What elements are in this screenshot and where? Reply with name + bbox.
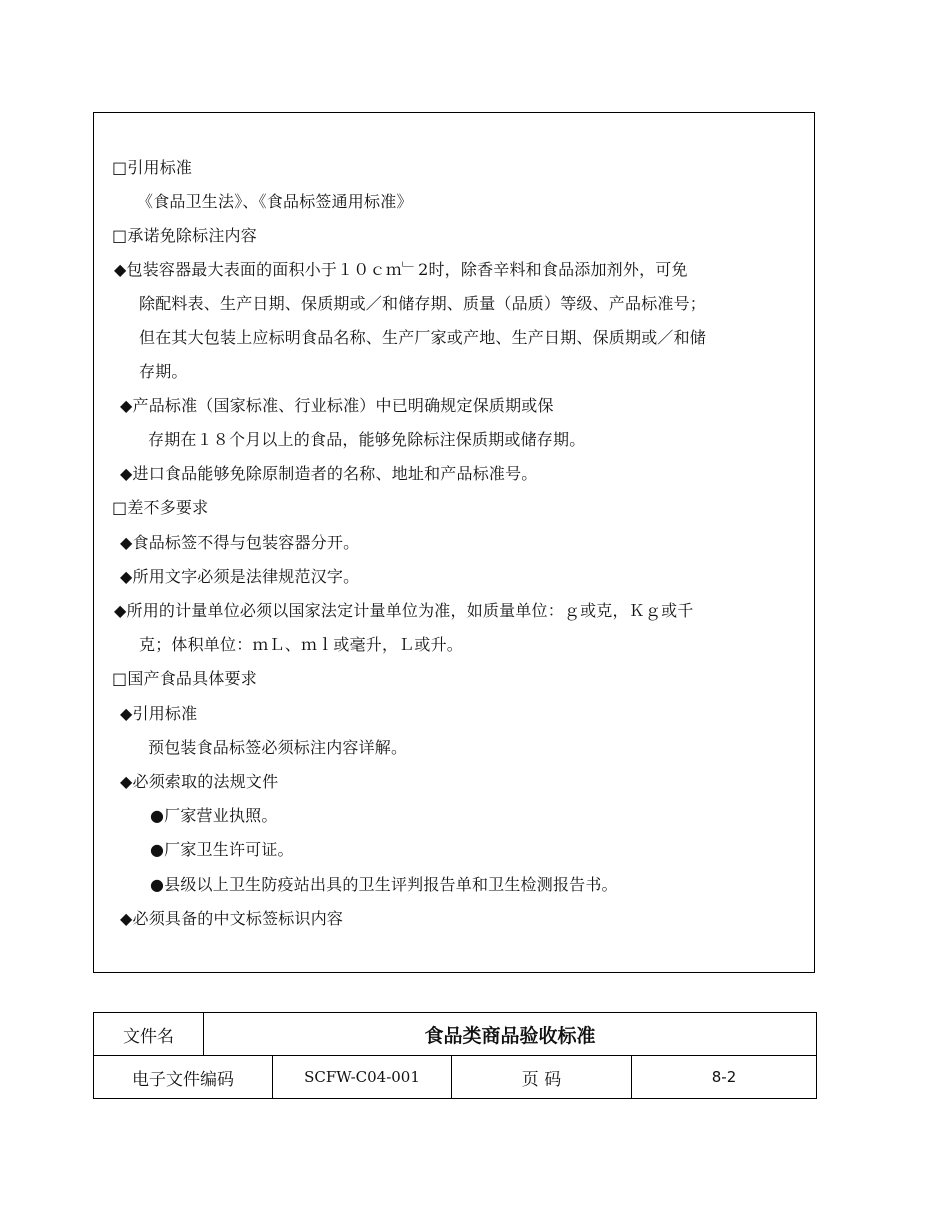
- text-line: ◆必须索取的法规文件: [120, 772, 279, 791]
- file-code-value: SCFW-C04-001: [273, 1056, 452, 1099]
- document-title: 食品类商品验收标准: [204, 1013, 817, 1056]
- text-line: 存期在１８个月以上的食品，能够免除标注保质期或储存期。: [148, 430, 586, 449]
- text-line: ◆引用标准: [120, 704, 198, 723]
- section-heading-domestic-requirements: □国产食品具体要求: [112, 669, 257, 688]
- text-line: ●厂家卫生许可证。: [150, 840, 294, 859]
- section-heading-basic-requirements: □差不多要求: [112, 498, 209, 517]
- text-line: 克；体积单位：ｍＬ、ｍｌ或毫升，Ｌ或升。: [139, 635, 464, 654]
- text-line: 存期。: [139, 362, 188, 381]
- text-line: ●县级以上卫生防疫站出具的卫生评判报告单和卫生检测报告书。: [150, 875, 618, 894]
- text-line: ◆包装容器最大表面的面积小于１０ｃｍ﹂2时，除香辛料和食品添加剂外，可免: [114, 260, 688, 279]
- text-line: ◆产品标准（国家标准、行业标准）中已明确规定保质期或保: [120, 396, 554, 415]
- text-line: ◆食品标签不得与包装容器分开。: [120, 533, 360, 552]
- footer-table: [93, 1012, 817, 1099]
- text-line: ●厂家营业执照。: [150, 806, 278, 825]
- file-code-label: 电子文件编码: [94, 1056, 273, 1099]
- text-line: ◆进口食品能够免除原制造者的名称、地址和产品标准号。: [120, 464, 538, 483]
- section-heading-exemptions: □承诺免除标注内容: [112, 226, 257, 245]
- text-line: 除配料表、生产日期、保质期或／和储存期、质量（品质）等级、产品标准号；: [139, 294, 707, 313]
- section-heading-cited-standards: □引用标准: [112, 158, 193, 177]
- text-line: 《食品卫生法》、《食品标签通用标准》: [137, 192, 413, 211]
- file-name-label: 文件名: [94, 1013, 204, 1056]
- text-line: ◆必须具备的中文标签标识内容: [120, 909, 344, 928]
- text-line: 但在其大包装上应标明食品名称、生产厂家或产地、生产日期、保质期或／和储: [139, 328, 707, 347]
- page-number: 8-2: [632, 1056, 817, 1099]
- text-line: ◆所用的计量单位必须以国家法定计量单位为准，如质量单位：ｇ或克，Ｋｇ或千: [114, 601, 694, 620]
- text-line: ◆所用文字必须是法律规范汉字。: [120, 567, 360, 586]
- page-label: 页 码: [452, 1056, 632, 1099]
- text-line: 预包装食品标签必须标注内容详解。: [148, 738, 408, 757]
